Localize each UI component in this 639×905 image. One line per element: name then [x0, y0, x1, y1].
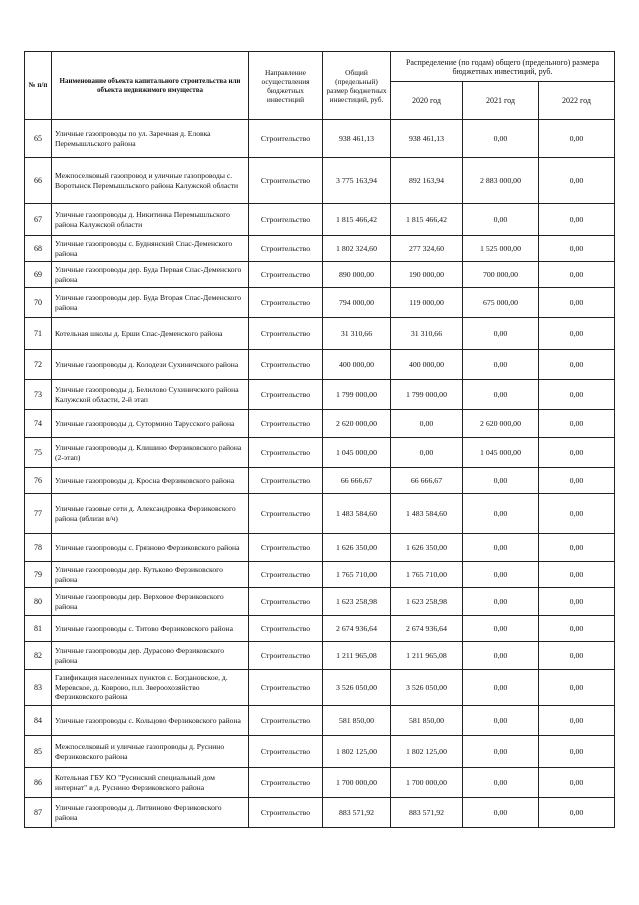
table-body	[25, 120, 615, 828]
amount-2021: 0,00	[463, 468, 539, 494]
header-direction: Направление осуществления бюджетных инвестиций	[249, 52, 323, 120]
object-name: Газификация населенных пунктов с. Богдановское, д. Меревское, д. Коврово, п.п. Звероохозяйство Ферзиковского района	[52, 670, 249, 706]
row-number: 66	[25, 158, 52, 204]
amount-2022: 0,00	[539, 616, 615, 642]
amount-2021: 0,00	[463, 318, 539, 350]
total-amount: 2 620 000,00	[323, 410, 391, 438]
row-number: 71	[25, 318, 52, 350]
amount-2021: 0,00	[463, 588, 539, 616]
investment-direction: Строительство	[249, 158, 323, 204]
object-name: Уличные газовые сети д. Александровка Ферзиковского района (вблизи в/ч)	[52, 494, 249, 534]
row-number: 78	[25, 534, 52, 562]
object-name: Уличные газопроводы дер. Кутьково Ферзиковского района	[52, 562, 249, 588]
total-amount: 794 000,00	[323, 288, 391, 318]
amount-2021: 0,00	[463, 768, 539, 798]
table-row	[25, 262, 615, 288]
amount-2022: 0,00	[539, 494, 615, 534]
amount-2020: 1 211 965,08	[391, 642, 463, 670]
investment-direction: Строительство	[249, 204, 323, 236]
amount-2022: 0,00	[539, 706, 615, 736]
amount-2020: 892 163,94	[391, 158, 463, 204]
total-amount: 1 483 584,60	[323, 494, 391, 534]
row-number: 80	[25, 588, 52, 616]
amount-2021: 700 000,00	[463, 262, 539, 288]
row-number: 75	[25, 438, 52, 468]
amount-2021: 0,00	[463, 380, 539, 410]
object-name: Котельная ГБУ КО "Русинский специальный дом интернат" в д. Руснино Ферзиковского района	[52, 768, 249, 798]
amount-2020: 1 815 466,42	[391, 204, 463, 236]
amount-2022: 0,00	[539, 318, 615, 350]
table-row	[25, 616, 615, 642]
investment-direction: Строительство	[249, 642, 323, 670]
row-number: 76	[25, 468, 52, 494]
row-number: 67	[25, 204, 52, 236]
object-name: Межпоселковый и уличные газопроводы д. Руснино Ферзиковского района	[52, 736, 249, 768]
total-amount: 1 045 000,00	[323, 438, 391, 468]
header-num: № п/п	[25, 52, 52, 120]
amount-2020: 190 000,00	[391, 262, 463, 288]
row-number: 68	[25, 236, 52, 262]
object-name: Уличные газопроводы с. Грязново Ферзиковского района	[52, 534, 249, 562]
total-amount: 581 850,00	[323, 706, 391, 736]
row-number: 85	[25, 736, 52, 768]
amount-2022: 0,00	[539, 262, 615, 288]
amount-2022: 0,00	[539, 380, 615, 410]
amount-2020: 1 626 350,00	[391, 534, 463, 562]
amount-2022: 0,00	[539, 468, 615, 494]
amount-2022: 0,00	[539, 534, 615, 562]
row-number: 70	[25, 288, 52, 318]
amount-2020: 1 802 125,00	[391, 736, 463, 768]
amount-2020: 66 666,67	[391, 468, 463, 494]
investment-direction: Строительство	[249, 350, 323, 380]
total-amount: 2 674 936,64	[323, 616, 391, 642]
amount-2021: 0,00	[463, 204, 539, 236]
amount-2022: 0,00	[539, 736, 615, 768]
amount-2022: 0,00	[539, 204, 615, 236]
table-row	[25, 120, 615, 158]
total-amount: 66 666,67	[323, 468, 391, 494]
object-name: Уличные газопроводы дер. Верховое Ферзиковского района	[52, 588, 249, 616]
object-name: Уличные газопроводы д. Белилово Сухиничского района Калужской области, 2-й этап	[52, 380, 249, 410]
investment-direction: Строительство	[249, 798, 323, 828]
row-number: 69	[25, 262, 52, 288]
object-name: Уличные газопроводы д. Литвиново Ферзиковского района	[52, 798, 249, 828]
investment-direction: Строительство	[249, 670, 323, 706]
amount-2022: 0,00	[539, 562, 615, 588]
table-row	[25, 562, 615, 588]
amount-2022: 0,00	[539, 438, 615, 468]
investment-direction: Строительство	[249, 494, 323, 534]
total-amount: 890 000,00	[323, 262, 391, 288]
row-number: 83	[25, 670, 52, 706]
investment-direction: Строительство	[249, 468, 323, 494]
table-row	[25, 534, 615, 562]
object-name: Уличные газопроводы с. Буднянский Спас-Деменского района	[52, 236, 249, 262]
table-row	[25, 706, 615, 736]
object-name: Уличные газопроводы с. Титово Ферзиковского района	[52, 616, 249, 642]
amount-2020: 31 310,66	[391, 318, 463, 350]
row-number: 74	[25, 410, 52, 438]
header-year-2021: 2021 год	[463, 82, 539, 120]
object-name: Уличные газопроводы д. Сутормино Тарусского района	[52, 410, 249, 438]
row-number: 65	[25, 120, 52, 158]
amount-2021: 1 045 000,00	[463, 438, 539, 468]
amount-2022: 0,00	[539, 350, 615, 380]
total-amount: 1 765 710,00	[323, 562, 391, 588]
object-name: Уличные газопроводы дер. Буда Вторая Спас-Деменского района	[52, 288, 249, 318]
table-row	[25, 350, 615, 380]
amount-2020: 400 000,00	[391, 350, 463, 380]
investment-direction: Строительство	[249, 318, 323, 350]
row-number: 73	[25, 380, 52, 410]
table-row	[25, 158, 615, 204]
amount-2020: 938 461,13	[391, 120, 463, 158]
amount-2020: 883 571,92	[391, 798, 463, 828]
amount-2022: 0,00	[539, 670, 615, 706]
amount-2020: 1 799 000,00	[391, 380, 463, 410]
amount-2021: 0,00	[463, 120, 539, 158]
object-name: Уличные газопроводы д. Колодези Сухиничского района	[52, 350, 249, 380]
object-name: Уличные газопроводы д. Кросна Ферзиковского района	[52, 468, 249, 494]
investment-direction: Строительство	[249, 438, 323, 468]
object-name: Уличные газопроводы д. Никитинка Перемышльского района Калужской области	[52, 204, 249, 236]
header-year-2020: 2020 год	[391, 82, 463, 120]
amount-2021: 0,00	[463, 616, 539, 642]
amount-2022: 0,00	[539, 642, 615, 670]
row-number: 72	[25, 350, 52, 380]
total-amount: 3 775 163,94	[323, 158, 391, 204]
object-name: Уличные газопроводы дер. Дурасово Ферзиковского района	[52, 642, 249, 670]
row-number: 86	[25, 768, 52, 798]
total-amount: 1 815 466,42	[323, 204, 391, 236]
amount-2021: 675 000,00	[463, 288, 539, 318]
total-amount: 1 799 000,00	[323, 380, 391, 410]
total-amount: 3 526 050,00	[323, 670, 391, 706]
row-number: 87	[25, 798, 52, 828]
amount-2020: 277 324,60	[391, 236, 463, 262]
total-amount: 400 000,00	[323, 350, 391, 380]
header-distribution: Распределение (по годам) общего (предельного) размера бюджетных инвестиций, руб.	[391, 52, 615, 82]
table-row	[25, 204, 615, 236]
investment-direction: Строительство	[249, 262, 323, 288]
row-number: 81	[25, 616, 52, 642]
table-row	[25, 318, 615, 350]
amount-2020: 3 526 050,00	[391, 670, 463, 706]
amount-2021: 0,00	[463, 736, 539, 768]
table-row	[25, 494, 615, 534]
table-row	[25, 798, 615, 828]
amount-2022: 0,00	[539, 798, 615, 828]
amount-2022: 0,00	[539, 158, 615, 204]
amount-2021: 0,00	[463, 562, 539, 588]
investment-direction: Строительство	[249, 534, 323, 562]
amount-2021: 0,00	[463, 670, 539, 706]
total-amount: 1 802 125,00	[323, 736, 391, 768]
header-total: Общий (предельный) размер бюджетных инвестиций, руб.	[323, 52, 391, 120]
investment-direction: Строительство	[249, 236, 323, 262]
table-row	[25, 588, 615, 616]
amount-2020: 0,00	[391, 438, 463, 468]
investment-direction: Строительство	[249, 562, 323, 588]
investment-direction: Строительство	[249, 736, 323, 768]
amount-2022: 0,00	[539, 120, 615, 158]
object-name: Межпоселковый газопровод и уличные газопроводы с. Воротынск Перемышльского района Калужской области	[52, 158, 249, 204]
header-row-top	[25, 52, 615, 82]
table-row	[25, 236, 615, 262]
row-number: 77	[25, 494, 52, 534]
investment-direction: Строительство	[249, 410, 323, 438]
table-row	[25, 642, 615, 670]
table-row	[25, 380, 615, 410]
amount-2021: 2 620 000,00	[463, 410, 539, 438]
amount-2022: 0,00	[539, 768, 615, 798]
table-row	[25, 768, 615, 798]
row-number: 84	[25, 706, 52, 736]
amount-2020: 1 623 258,98	[391, 588, 463, 616]
amount-2022: 0,00	[539, 236, 615, 262]
amount-2021: 2 883 000,00	[463, 158, 539, 204]
table-row	[25, 736, 615, 768]
investment-table	[24, 51, 615, 828]
total-amount: 1 211 965,08	[323, 642, 391, 670]
total-amount: 31 310,66	[323, 318, 391, 350]
investment-direction: Строительство	[249, 616, 323, 642]
amount-2021: 0,00	[463, 642, 539, 670]
total-amount: 1 700 000,00	[323, 768, 391, 798]
investment-direction: Строительство	[249, 288, 323, 318]
investment-direction: Строительство	[249, 768, 323, 798]
amount-2022: 0,00	[539, 410, 615, 438]
investment-direction: Строительство	[249, 706, 323, 736]
amount-2021: 0,00	[463, 798, 539, 828]
row-number: 79	[25, 562, 52, 588]
object-name: Уличные газопроводы с. Кольцово Ферзиковского района	[52, 706, 249, 736]
investment-direction: Строительство	[249, 588, 323, 616]
investment-direction: Строительство	[249, 120, 323, 158]
row-number: 82	[25, 642, 52, 670]
amount-2021: 1 525 000,00	[463, 236, 539, 262]
amount-2020: 1 483 584,60	[391, 494, 463, 534]
amount-2021: 0,00	[463, 534, 539, 562]
investment-direction: Строительство	[249, 380, 323, 410]
header-name: Наименование объекта капитального строительства или объекта недвижимого имущества	[52, 52, 249, 120]
total-amount: 1 626 350,00	[323, 534, 391, 562]
amount-2022: 0,00	[539, 588, 615, 616]
amount-2020: 0,00	[391, 410, 463, 438]
table-row	[25, 288, 615, 318]
table-row	[25, 468, 615, 494]
amount-2020: 581 850,00	[391, 706, 463, 736]
object-name: Уличные газопроводы по ул. Заречная д. Еловка Перемышльского района	[52, 120, 249, 158]
amount-2020: 119 000,00	[391, 288, 463, 318]
table-row	[25, 410, 615, 438]
amount-2021: 0,00	[463, 706, 539, 736]
table-row	[25, 670, 615, 706]
total-amount: 938 461,13	[323, 120, 391, 158]
header-year-2022: 2022 год	[539, 82, 615, 120]
amount-2021: 0,00	[463, 350, 539, 380]
amount-2020: 2 674 936,64	[391, 616, 463, 642]
table-row	[25, 438, 615, 468]
total-amount: 1 802 324,60	[323, 236, 391, 262]
object-name: Уличные газопроводы дер. Буда Первая Спас-Деменского района	[52, 262, 249, 288]
amount-2020: 1 700 000,00	[391, 768, 463, 798]
object-name: Уличные газопроводы д. Клишино Ферзиковского района (2-этап)	[52, 438, 249, 468]
amount-2020: 1 765 710,00	[391, 562, 463, 588]
amount-2021: 0,00	[463, 494, 539, 534]
total-amount: 1 623 258,98	[323, 588, 391, 616]
total-amount: 883 571,92	[323, 798, 391, 828]
amount-2022: 0,00	[539, 288, 615, 318]
object-name: Котельная школы д. Ерши Спас-Деменского района	[52, 318, 249, 350]
